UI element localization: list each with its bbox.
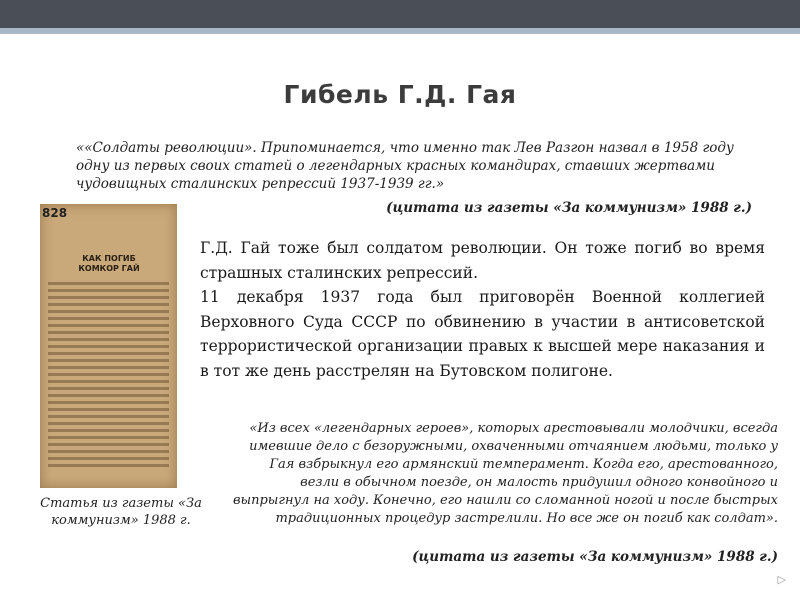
clipping-text-lines	[48, 282, 169, 471]
razgon-citation: (цитата из газеты «За коммунизм» 1988 г.)	[412, 549, 778, 565]
main-paragraph-2: 11 декабря 1937 года был приговорён Военной коллегией Верховного Суда СССР по обвинению в участии в антисоветской террористической организации правых к высшей мере наказания и в тот же день расстрелян на Бутовском полигоне.	[200, 288, 765, 380]
razgon-quote: «Из всех «легендарных героев», которых арестовывали молодчики, всегда имевшие дело с безоружными, охваченными отчаянием людьми, только у Гая взбрыкнул его армянский темперамент. Когда его, арестованного, везли в обычном поезде, он малость придушил одного конвойного и выпрыгнул на ходу. Конечно, его нашли со сломанной ногой и после быстрых традиционных процедур застрелили. Но все же он погиб как солдат».	[232, 421, 778, 526]
clipping-headline: КАК ПОГИБ КОМКОР ГАЙ	[78, 254, 140, 273]
newspaper-clipping-image	[40, 204, 177, 488]
accent-line	[0, 28, 800, 34]
intro-quote: ««Солдаты революции». Припоминается, что именно так Лев Разгон назвал в 1958 году одну из первых своих статей о легендарных красных командирах, ставших жертвами чудовищных сталинских репрессий 1937-1939 гг.»	[76, 140, 734, 192]
main-text	[200, 236, 765, 383]
arrow-right-icon[interactable]: ▷	[777, 573, 786, 586]
clipping-number: 828	[42, 206, 68, 220]
clipping-caption: Статья из газеты «За коммунизм» 1988 г.	[40, 496, 202, 528]
intro-citation: (цитата из газеты «За коммунизм» 1988 г.)	[386, 200, 752, 216]
slide-title: Гибель Г.Д. Гая	[283, 80, 517, 109]
top-banner	[0, 0, 800, 28]
main-paragraph-1: Г.Д. Гай тоже был солдатом революции. Он тоже погиб во время страшных сталинских репрессий.	[200, 239, 765, 282]
